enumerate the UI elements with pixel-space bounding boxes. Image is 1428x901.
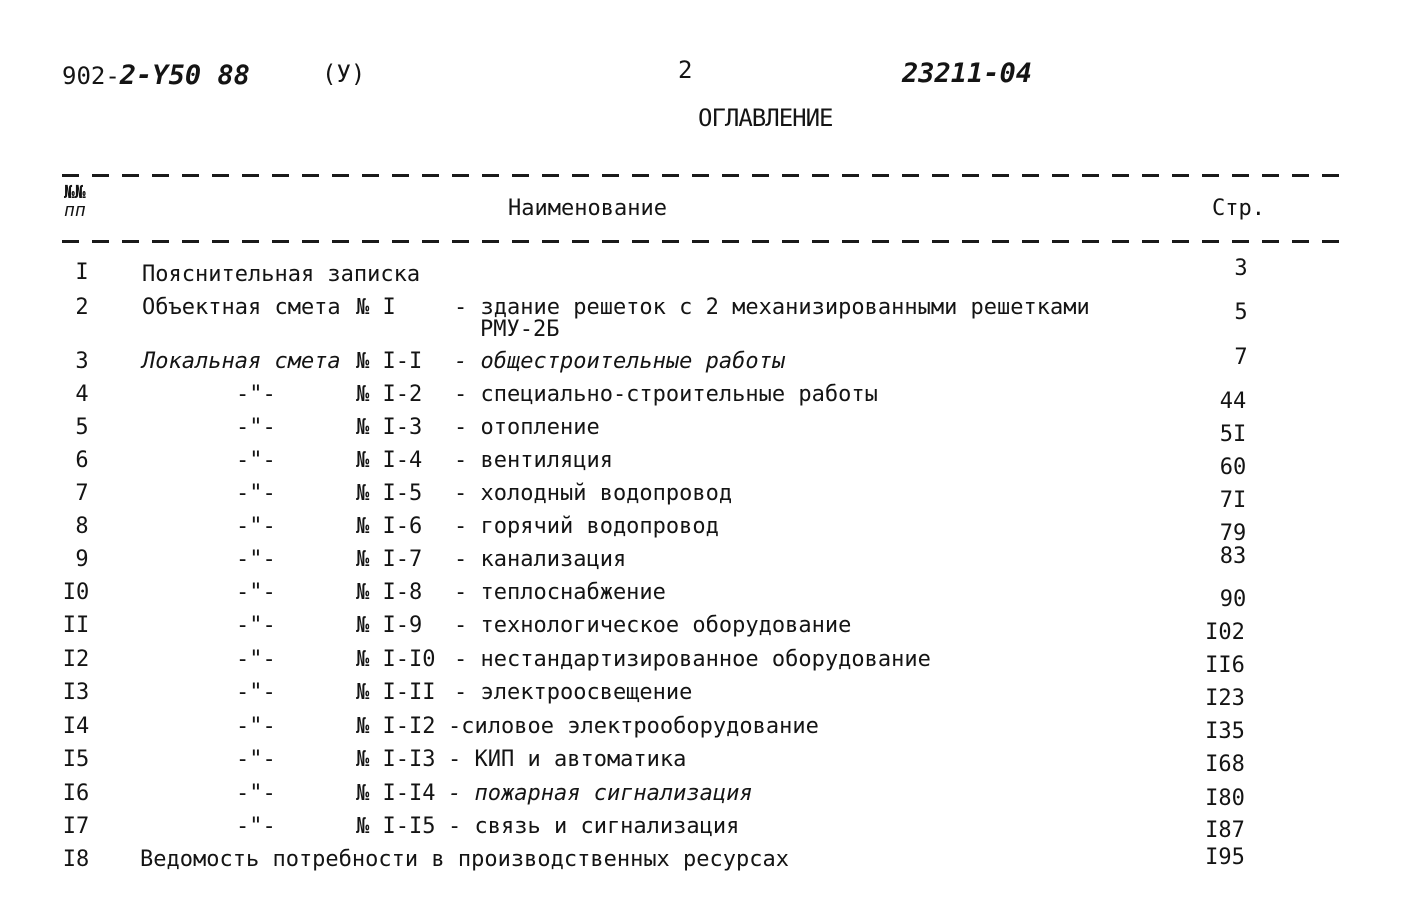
row-estimate-number: № I-4 <box>356 448 423 473</box>
row-description: - канализация <box>454 547 627 572</box>
row-ditto-mark: -"- <box>236 647 276 672</box>
row-estimate-number: № I-I2 <box>356 714 436 739</box>
page-number: 2 <box>678 56 693 84</box>
row-number: I7 <box>62 814 90 839</box>
row-number: I0 <box>62 580 90 605</box>
row-number: 7 <box>75 481 89 506</box>
row-number: 4 <box>75 382 89 407</box>
row-estimate-number: № I-I4 <box>356 781 436 806</box>
document-code <box>62 60 250 91</box>
header-dashed-rule <box>62 240 1352 243</box>
row-title: Объектная смета <box>142 295 341 320</box>
row-page: I95 <box>1205 845 1245 870</box>
row-description: - холодный водопровод <box>454 481 733 506</box>
row-estimate-number: № I-II <box>356 680 436 705</box>
top-dashed-rule <box>62 174 1352 177</box>
row-estimate-number: № I-2 <box>356 382 423 407</box>
row-estimate-number: № I-I0 <box>356 647 436 672</box>
column-number-header <box>64 184 86 220</box>
row-description: - пожарная сигнализация <box>448 781 753 806</box>
row-estimate-number: № I-I5 <box>356 814 436 839</box>
row-ditto-mark: -"- <box>236 382 276 407</box>
row-description: - отопление <box>454 415 600 440</box>
row-estimate-number: № I-7 <box>356 547 423 572</box>
row-title: Локальная смета <box>142 349 341 374</box>
row-number: I8 <box>62 847 90 872</box>
row-title: Пояснительная записка <box>142 262 421 287</box>
row-page: I23 <box>1205 686 1245 711</box>
stamp-number: 23211-04 <box>902 58 1033 89</box>
row-page: 7I <box>1219 488 1247 513</box>
row-description: - нестандартизированное оборудование <box>454 647 931 672</box>
row-number: 8 <box>75 514 89 539</box>
row-page: 79 <box>1219 521 1247 546</box>
row-description: - технологическое оборудование <box>454 613 852 638</box>
column-name-header: Наименование <box>508 196 667 221</box>
row-page: II6 <box>1205 653 1245 678</box>
document-code-prefix: 902- <box>62 62 120 90</box>
row-number: 3 <box>75 349 89 374</box>
row-description: -силовое электрооборудование <box>448 714 819 739</box>
row-page: 5I <box>1219 422 1247 447</box>
row-description: - горячий водопровод <box>454 514 719 539</box>
row-ditto-mark: -"- <box>236 547 276 572</box>
row-estimate-number: № I-9 <box>356 613 423 638</box>
row-number: II <box>62 613 90 638</box>
row-estimate-number: № I-5 <box>356 481 423 506</box>
row-number: I <box>75 260 89 285</box>
row-number: 6 <box>75 448 89 473</box>
row-ditto-mark: -"- <box>236 613 276 638</box>
row-page: I02 <box>1205 620 1245 645</box>
row-estimate-number: № I-I3 <box>356 747 436 772</box>
row-page: 3 <box>1234 256 1248 281</box>
row-title: Ведомость потребности в производственных ресурсах <box>140 847 790 872</box>
row-page: 7 <box>1234 345 1248 370</box>
row-number: I4 <box>62 714 90 739</box>
row-number: I5 <box>62 747 90 772</box>
row-description: - КИП и автоматика <box>448 747 687 772</box>
row-number: 2 <box>75 295 89 320</box>
row-page: I87 <box>1205 818 1245 843</box>
row-ditto-mark: -"- <box>236 448 276 473</box>
row-page: 60 <box>1219 455 1247 480</box>
row-number: 5 <box>75 415 89 440</box>
row-page: 90 <box>1219 587 1247 612</box>
page-title: ОГЛАВЛЕНИЕ <box>698 104 833 132</box>
document-variant: (У) <box>322 60 366 88</box>
row-description: - теплоснабжение <box>454 580 666 605</box>
row-description: - специально-строительные работы <box>454 382 878 407</box>
row-number: I6 <box>62 781 90 806</box>
row-estimate-number: № I-3 <box>356 415 423 440</box>
row-ditto-mark: -"- <box>236 747 276 772</box>
row-ditto-mark: -"- <box>236 415 276 440</box>
row-ditto-mark: -"- <box>236 680 276 705</box>
row-page: I80 <box>1205 786 1245 811</box>
row-estimate-number: № I-I <box>356 349 423 374</box>
row-estimate-number: № I <box>356 295 396 320</box>
row-description-continued: РМУ-2Б <box>480 317 560 342</box>
document-code-handwritten: 2-Y50 88 <box>119 60 250 91</box>
row-page: 44 <box>1219 389 1247 414</box>
row-estimate-number: № I-8 <box>356 580 423 605</box>
row-number: I3 <box>62 680 90 705</box>
row-ditto-mark: -"- <box>236 781 276 806</box>
row-description: - связь и сигнализация <box>448 814 740 839</box>
row-ditto-mark: -"- <box>236 814 276 839</box>
row-description: - общестроительные работы <box>454 349 786 374</box>
row-page: 5 <box>1234 300 1248 325</box>
row-page: I35 <box>1205 719 1245 744</box>
row-page: 83 <box>1219 544 1247 569</box>
column-number-line1: №№ <box>64 182 86 203</box>
row-number: 9 <box>75 547 89 572</box>
row-description: - вентиляция <box>454 448 613 473</box>
row-description: - здание решеток с 2 механизированными решетками <box>454 295 1090 320</box>
row-ditto-mark: -"- <box>236 481 276 506</box>
row-ditto-mark: -"- <box>236 580 276 605</box>
row-ditto-mark: -"- <box>236 514 276 539</box>
column-number-line2: пп <box>64 200 86 221</box>
row-ditto-mark: -"- <box>236 714 276 739</box>
row-page: I68 <box>1205 752 1245 777</box>
column-page-header: Стр. <box>1212 196 1265 221</box>
row-estimate-number: № I-6 <box>356 514 423 539</box>
row-number: I2 <box>62 647 90 672</box>
row-description: - электроосвещение <box>454 680 693 705</box>
